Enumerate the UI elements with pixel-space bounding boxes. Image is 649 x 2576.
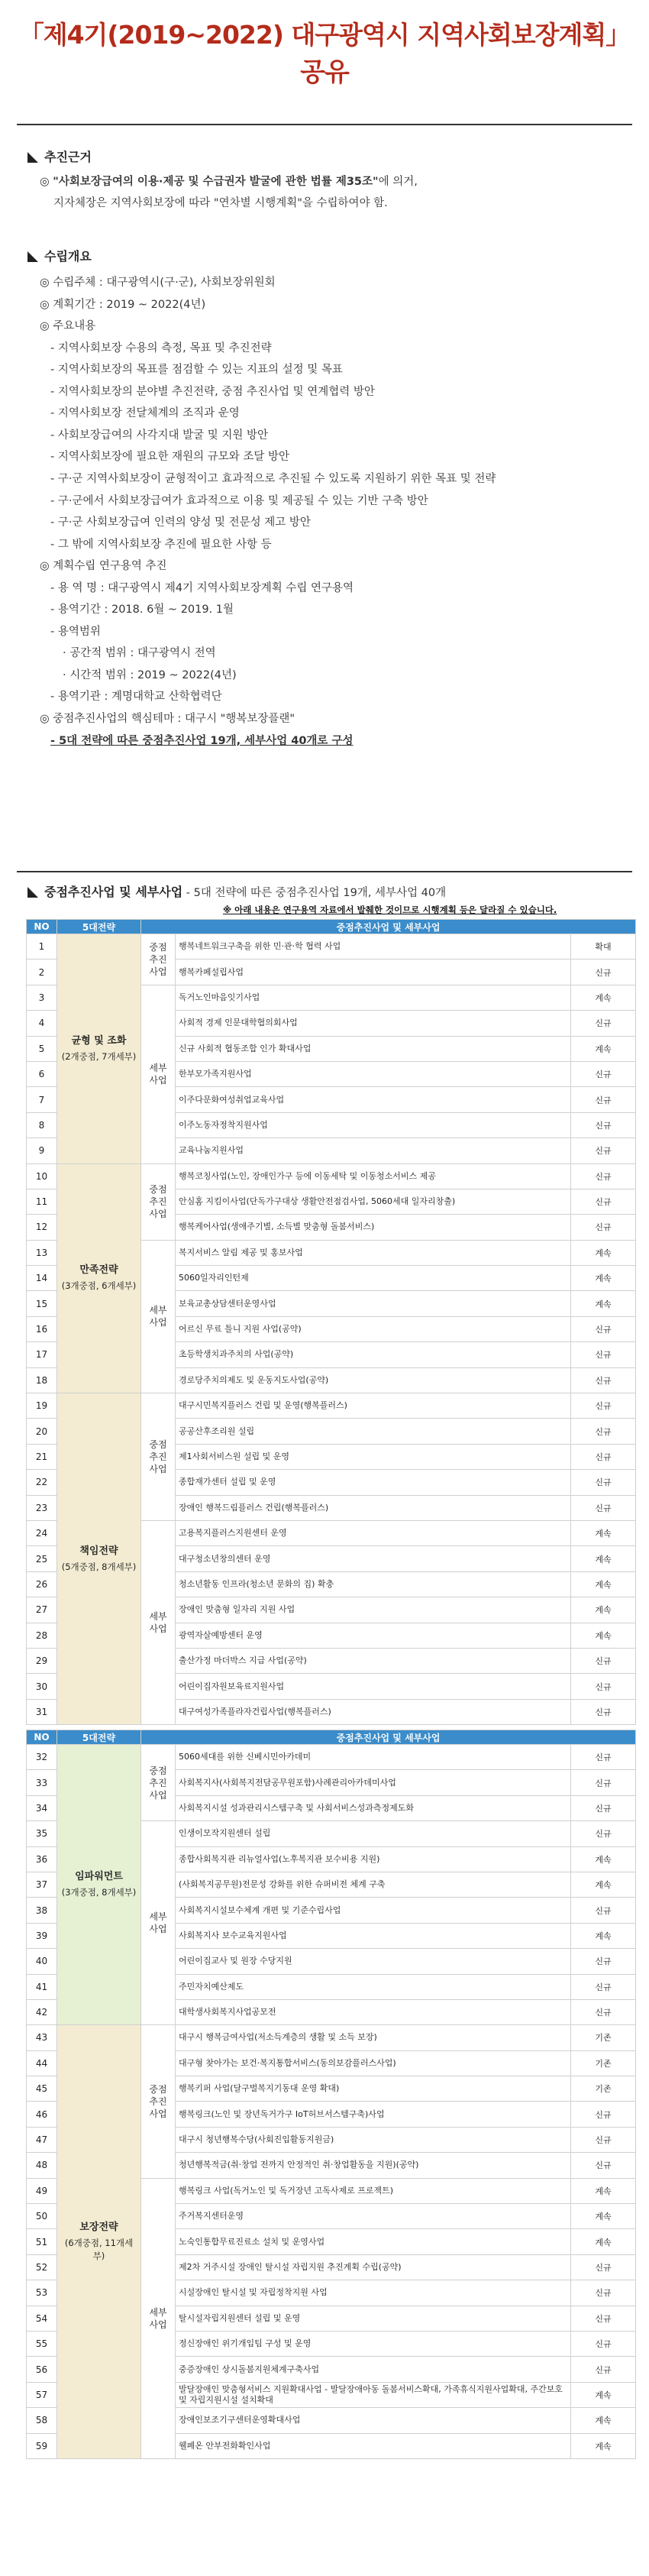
project-name: 복지서비스 알림 제공 및 홍보사업 bbox=[176, 1240, 571, 1265]
project-status: 신규 bbox=[571, 1999, 636, 2024]
project-name: 한부모가족지원사업 bbox=[176, 1061, 571, 1086]
project-status: 신규 bbox=[571, 1061, 636, 1086]
project-name: 초등학생치과주치의 사업(공약) bbox=[176, 1342, 571, 1367]
col-header-no: NO bbox=[27, 920, 57, 934]
overview-line: - 그 밖에 지역사회보장 추진에 필요한 사항 등 bbox=[50, 538, 272, 551]
project-name: 독거노인마음잇기사업 bbox=[176, 985, 571, 1010]
project-name: 사회복지시설보수체계 개편 및 기준수립사업 bbox=[176, 1898, 571, 1923]
project-name: 보육교총상담센터운영사업 bbox=[176, 1291, 571, 1316]
project-name: 대학생사회복지사업공모전 bbox=[176, 1999, 571, 2024]
project-status: 신규 bbox=[571, 1898, 636, 1923]
project-status: 신규 bbox=[571, 1367, 636, 1393]
row-number: 13 bbox=[27, 1240, 57, 1265]
category-cell: 세부 사업 bbox=[141, 985, 176, 1163]
project-status: 신규 bbox=[571, 2153, 636, 2178]
project-name: 시설장애인 탈시설 및 자립정착지원 사업 bbox=[176, 2280, 571, 2306]
project-status: 신규 bbox=[571, 1648, 636, 1673]
col-header-strategy: 5대전략 bbox=[57, 920, 141, 934]
row-number: 38 bbox=[27, 1898, 57, 1923]
project-name: 어린이집교사 및 원장 수당지원 bbox=[176, 1949, 571, 1974]
project-status: 신규 bbox=[571, 1674, 636, 1699]
overview-line: · 공간적 범위 : 대구광역시 전역 bbox=[63, 647, 216, 660]
strategy-cell bbox=[57, 934, 141, 1164]
square-bullet-icon bbox=[27, 887, 38, 898]
row-number: 10 bbox=[27, 1163, 57, 1189]
section-basis bbox=[27, 149, 634, 209]
projects-table-2 bbox=[26, 1730, 636, 2459]
row-number: 56 bbox=[27, 2357, 57, 2382]
col-header-strategy: 5대전략 bbox=[57, 1730, 141, 1745]
project-name: 대구청소년창의센터 운영 bbox=[176, 1546, 571, 1571]
row-number: 53 bbox=[27, 2280, 57, 2306]
project-name: 행복네트워크구축을 위한 민·관·학 협력 사업 bbox=[176, 934, 571, 960]
project-status: 계속 bbox=[571, 1240, 636, 1265]
row-number: 16 bbox=[27, 1316, 57, 1341]
row-number: 28 bbox=[27, 1623, 57, 1648]
project-status: 계속 bbox=[571, 985, 636, 1010]
row-number: 6 bbox=[27, 1061, 57, 1086]
strategy-count: (5개중점, 8개세부) bbox=[61, 1561, 137, 1572]
table-header-row bbox=[27, 920, 636, 934]
row-number: 7 bbox=[27, 1087, 57, 1112]
row-number: 41 bbox=[27, 1974, 57, 1999]
project-status: 신규 bbox=[571, 1393, 636, 1419]
row-number: 37 bbox=[27, 1872, 57, 1897]
project-status: 신규 bbox=[571, 1189, 636, 1214]
overview-line: - 용 역 명 : 대구광역시 제4기 지역사회보장계획 수립 연구용역 bbox=[50, 581, 354, 594]
project-status: 기존 bbox=[571, 2050, 636, 2076]
category-cell: 중점 추진 사업 bbox=[141, 2025, 176, 2178]
table-header-row bbox=[27, 1730, 636, 1745]
category-cell: 세부 사업 bbox=[141, 1821, 176, 2025]
project-name: 청년행복적금(취·창업 전까지 안정적인 취·창업활동을 지원)(공약) bbox=[176, 2153, 571, 2178]
project-status: 신규 bbox=[571, 1215, 636, 1240]
overview-line: - 지역사회보장의 목표를 점검할 수 있는 지표의 설정 및 목표 bbox=[50, 364, 343, 377]
strategy-cell bbox=[57, 1393, 141, 1725]
row-number: 43 bbox=[27, 2025, 57, 2050]
row-number: 18 bbox=[27, 1367, 57, 1393]
project-status: 계속 bbox=[571, 2204, 636, 2229]
project-name: 제1사회서비스원 설립 및 운영 bbox=[176, 1444, 571, 1469]
project-name: 주민자치예산제도 bbox=[176, 1974, 571, 1999]
strategy-name: 균형 및 조화 bbox=[71, 1034, 127, 1047]
overview-line: ◎ 주요내용 bbox=[40, 320, 96, 333]
category-cell: 세부 사업 bbox=[141, 2178, 176, 2458]
project-status: 신규 bbox=[571, 1795, 636, 1820]
strategy-cell bbox=[57, 1163, 141, 1393]
row-number: 45 bbox=[27, 2076, 57, 2102]
project-status: 신규 bbox=[571, 2331, 636, 2356]
project-status: 계속 bbox=[571, 1923, 636, 1948]
row-number: 22 bbox=[27, 1470, 57, 1495]
project-name: 탈시설자립지원센터 설립 및 운영 bbox=[176, 2306, 571, 2331]
project-status: 계속 bbox=[571, 2408, 636, 2433]
project-status: 신규 bbox=[571, 1112, 636, 1138]
strategy-count: (3개중점, 6개세부) bbox=[61, 1280, 137, 1292]
project-status: 신규 bbox=[571, 1419, 636, 1444]
overview-line: - 구·군에서 사회보장급여가 효과적으로 이용 및 제공될 수 있는 기반 구축 방안 bbox=[50, 494, 428, 507]
project-status: 신규 bbox=[571, 2254, 636, 2280]
projects-note: ※ 아래 내용은 연구용역 자료에서 발췌한 것이므로 시행계획 등은 달라질 수 있습니다. bbox=[223, 905, 557, 915]
table-row bbox=[27, 934, 636, 960]
project-name: 안심홈 지킴이사업(단독가구대상 생활안전점검사업, 5060세대 일자리창출) bbox=[176, 1189, 571, 1214]
project-status: 신규 bbox=[571, 1163, 636, 1189]
project-name: 사회복지사 보수교육지원사업 bbox=[176, 1923, 571, 1948]
project-status: 신규 bbox=[571, 1821, 636, 1846]
table-row bbox=[27, 2025, 636, 2050]
row-number: 58 bbox=[27, 2408, 57, 2433]
row-number: 50 bbox=[27, 2204, 57, 2229]
project-status: 계속 bbox=[571, 1872, 636, 1897]
project-name: 5060세대를 위한 신베시민아카데미 bbox=[176, 1745, 571, 1770]
table-row bbox=[27, 1393, 636, 1419]
project-name: 어린이집자원보육료지원사업 bbox=[176, 1674, 571, 1699]
strategy-count: (2개중점, 7개세부) bbox=[61, 1050, 137, 1062]
project-name: 어르신 무료 틀니 지원 사업(공약) bbox=[176, 1316, 571, 1341]
project-status: 계속 bbox=[571, 2382, 636, 2407]
basis-heading bbox=[27, 149, 634, 166]
row-number: 20 bbox=[27, 1419, 57, 1444]
project-name: 사회적 경제 인문대학협의회사업 bbox=[176, 1011, 571, 1036]
overview-line: - 용역기관 : 계명대학교 산학협력단 bbox=[50, 691, 222, 704]
strategy-name: 임파워먼트 bbox=[75, 1871, 123, 1883]
project-status: 계속 bbox=[571, 1546, 636, 1571]
row-number: 35 bbox=[27, 1821, 57, 1846]
table-row bbox=[27, 1163, 636, 1189]
category-cell: 세부 사업 bbox=[141, 1520, 176, 1724]
project-status: 신규 bbox=[571, 1138, 636, 1163]
square-bullet-icon bbox=[27, 152, 38, 163]
overview-summary: - 5대 전략에 따른 중점추진사업 19개, 세부사업 40개로 구성 bbox=[50, 734, 354, 747]
project-status: 계속 bbox=[571, 2433, 636, 2458]
strategy-name: 책임전략 bbox=[79, 1545, 118, 1557]
col-header-project: 중점추진사업 및 세부사업 bbox=[141, 920, 636, 934]
project-status: 계속 bbox=[571, 1291, 636, 1316]
project-name: 중증장애인 상시돌봄지원체계구축사업 bbox=[176, 2357, 571, 2382]
project-name: 공공산후조리원 설립 bbox=[176, 1419, 571, 1444]
project-name: 인생이모작지원센터 설립 bbox=[176, 1821, 571, 1846]
table-row bbox=[27, 1745, 636, 1770]
project-status: 기존 bbox=[571, 2025, 636, 2050]
overview-line: - 지역사회보장의 분야별 추진전략, 중점 추진사업 및 연계협력 방안 bbox=[50, 385, 375, 398]
projects-heading-text: 중점추진사업 및 세부사업 bbox=[44, 885, 183, 899]
overview-line: - 사회보장급여의 사각지대 발굴 및 지원 방안 bbox=[50, 429, 269, 442]
project-name: 행복링크 사업(독거노인 및 독거장년 고독사제로 프로젝트) bbox=[176, 2178, 571, 2203]
project-status: 계속 bbox=[571, 1036, 636, 1061]
projects-heading bbox=[27, 884, 446, 901]
row-number: 54 bbox=[27, 2306, 57, 2331]
section-overview bbox=[27, 248, 634, 747]
project-name: 대구형 찾아가는 보건·복지통합서비스(동의보감플러스사업) bbox=[176, 2050, 571, 2076]
row-number: 42 bbox=[27, 1999, 57, 2024]
projects-table-1 bbox=[26, 919, 636, 1725]
project-status: 신규 bbox=[571, 1470, 636, 1495]
project-status: 신규 bbox=[571, 1974, 636, 1999]
project-status: 신규 bbox=[571, 1949, 636, 1974]
project-status: 신규 bbox=[571, 2127, 636, 2152]
row-number: 33 bbox=[27, 1770, 57, 1795]
project-status: 계속 bbox=[571, 1266, 636, 1291]
project-status: 신규 bbox=[571, 1087, 636, 1112]
project-name: 경로당주치의제도 및 운동지도사업(공약) bbox=[176, 1367, 571, 1393]
project-name: 고용복지플러스지원센터 운영 bbox=[176, 1520, 571, 1545]
row-number: 24 bbox=[27, 1520, 57, 1545]
project-status: 신규 bbox=[571, 2102, 636, 2127]
project-name: 제2차 거주시설 장애인 탈시설 자립지원 추진계획 수립(공약) bbox=[176, 2254, 571, 2280]
title-line-2: 공유 bbox=[300, 57, 349, 88]
project-status: 신규 bbox=[571, 1495, 636, 1520]
row-number: 57 bbox=[27, 2382, 57, 2407]
strategy-name: 만족전략 bbox=[79, 1264, 118, 1277]
row-number: 51 bbox=[27, 2229, 57, 2254]
project-name: 청소년활동 인프라(청소년 문화의 집) 확충 bbox=[176, 1571, 571, 1597]
overview-line: · 시간적 범위 : 2019 ~ 2022(4년) bbox=[63, 668, 237, 681]
project-status: 신규 bbox=[571, 1316, 636, 1341]
row-number: 3 bbox=[27, 985, 57, 1010]
row-number: 5 bbox=[27, 1036, 57, 1061]
row-number: 27 bbox=[27, 1597, 57, 1623]
project-name: 신규 사회적 협동조합 인가 확대사업 bbox=[176, 1036, 571, 1061]
strategy-name: 보장전략 bbox=[79, 2222, 118, 2234]
project-name: 장애인보조기구센터운영확대사업 bbox=[176, 2408, 571, 2433]
row-number: 36 bbox=[27, 1846, 57, 1872]
col-header-no: NO bbox=[27, 1730, 57, 1745]
project-status: 계속 bbox=[571, 1520, 636, 1545]
project-status: 신규 bbox=[571, 960, 636, 985]
project-status: 확대 bbox=[571, 934, 636, 960]
project-status: 계속 bbox=[571, 1623, 636, 1648]
row-number: 11 bbox=[27, 1189, 57, 1214]
project-name: 주거복지센터운영 bbox=[176, 2204, 571, 2229]
project-name: 대구시 청년행복수당(사회진입활동지원금) bbox=[176, 2127, 571, 2152]
project-name: (사회복지공무원)전문성 강화를 위한 슈퍼비전 체계 구축 bbox=[176, 1872, 571, 1897]
strategy-count: (3개중점, 8개세부) bbox=[61, 1887, 137, 1898]
row-number: 19 bbox=[27, 1393, 57, 1419]
row-number: 21 bbox=[27, 1444, 57, 1469]
row-number: 39 bbox=[27, 1923, 57, 1948]
category-cell: 중점 추진 사업 bbox=[141, 1163, 176, 1240]
overview-heading-text: 수립개요 bbox=[44, 249, 92, 264]
project-name: 이주다문화여성취업교육사업 bbox=[176, 1087, 571, 1112]
project-name: 행복케어사업(생애주기별, 소득별 맞춤형 돌봄서비스) bbox=[176, 1215, 571, 1240]
project-status: 신규 bbox=[571, 1699, 636, 1724]
project-status: 신규 bbox=[571, 1011, 636, 1036]
row-number: 14 bbox=[27, 1266, 57, 1291]
row-number: 46 bbox=[27, 2102, 57, 2127]
project-name: 정신장애인 위기개입팀 구성 및 운영 bbox=[176, 2331, 571, 2356]
project-name: 교육나눔지원사업 bbox=[176, 1138, 571, 1163]
projects-subheading: - 5대 전략에 따른 중점추진사업 19개, 세부사업 40개 bbox=[182, 887, 447, 899]
overview-line: - 구·군 지역사회보장이 균형적이고 효과적으로 추진될 수 있도록 지원하기 위한 목표 및 전략 bbox=[50, 472, 496, 485]
category-cell: 중점 추진 사업 bbox=[141, 1393, 176, 1521]
row-number: 55 bbox=[27, 2331, 57, 2356]
row-number: 1 bbox=[27, 934, 57, 960]
overview-heading bbox=[27, 248, 634, 265]
category-cell: 중점 추진 사업 bbox=[141, 934, 176, 985]
project-name: 출산가정 마더박스 지급 사업(공약) bbox=[176, 1648, 571, 1673]
project-status: 신규 bbox=[571, 1745, 636, 1770]
row-number: 47 bbox=[27, 2127, 57, 2152]
project-name: 사회복지사(사회복지전담공무원포함)사례관리아카데미사업 bbox=[176, 1770, 571, 1795]
project-status: 신규 bbox=[571, 2357, 636, 2382]
project-status: 계속 bbox=[571, 1571, 636, 1597]
project-name: 장애인 행복드림플러스 건립(행복플러스) bbox=[176, 1495, 571, 1520]
row-number: 34 bbox=[27, 1795, 57, 1820]
row-number: 9 bbox=[27, 1138, 57, 1163]
row-number: 30 bbox=[27, 1674, 57, 1699]
col-header-project: 중점추진사업 및 세부사업 bbox=[141, 1730, 636, 1745]
overview-line: - 지역사회보장 전달체계의 조직과 운영 bbox=[50, 407, 240, 420]
row-number: 23 bbox=[27, 1495, 57, 1520]
project-status: 신규 bbox=[571, 2280, 636, 2306]
project-name: 5060일자리인턴제 bbox=[176, 1266, 571, 1291]
project-name: 발달장애인 맞춤형서비스 지원확대사업 - 발달장애아동 돌봄서비스확대, 가족휴식지원사업확대, 주간보호 및 자립지원시설 설치확대 bbox=[176, 2382, 571, 2407]
project-name: 종합재가센터 설립 및 운영 bbox=[176, 1470, 571, 1495]
basis-line-1: ◎ "사회보장급여의 이용·제공 및 수급권자 발굴에 관한 법률 제35조"에 의거, bbox=[40, 176, 418, 188]
title-line-1: 「제4기(2019~2022) 대구광역시 지역사회보장계획」 bbox=[18, 20, 631, 50]
overview-line: - 지역사회보장 수용의 측정, 목표 및 추진전략 bbox=[50, 341, 272, 354]
strategy-count: (6개중점, 11개세부) bbox=[64, 2238, 134, 2262]
row-number: 17 bbox=[27, 1342, 57, 1367]
overview-line: ◎ 계획기간 : 2019 ~ 2022(4년) bbox=[40, 298, 206, 311]
project-name: 광역자살예방센터 운영 bbox=[176, 1623, 571, 1648]
row-number: 59 bbox=[27, 2433, 57, 2458]
row-number: 52 bbox=[27, 2254, 57, 2280]
overview-line: ◎ 수립주체 : 대구광역시(구·군), 사회보장위원회 bbox=[40, 277, 276, 289]
overview-line: - 구·군 사회보장급여 인력의 양성 및 전문성 제고 방안 bbox=[50, 516, 311, 529]
square-bullet-icon bbox=[27, 251, 38, 262]
project-status: 신규 bbox=[571, 2306, 636, 2331]
project-status: 신규 bbox=[571, 1342, 636, 1367]
strategy-cell bbox=[57, 2025, 141, 2459]
overview-line: ◎ 계획수립 연구용역 추진 bbox=[40, 560, 167, 573]
divider-top bbox=[17, 124, 632, 125]
row-number: 31 bbox=[27, 1699, 57, 1724]
category-cell: 세부 사업 bbox=[141, 1240, 176, 1393]
row-number: 40 bbox=[27, 1949, 57, 1974]
project-name: 대구여성가족플라자건립사업(행복플러스) bbox=[176, 1699, 571, 1724]
row-number: 2 bbox=[27, 960, 57, 985]
project-name: 이주노동자정착지원사업 bbox=[176, 1112, 571, 1138]
overview-line: - 용역범위 bbox=[50, 625, 101, 638]
basis-line-2: 지자체장은 지역사회보장에 따라 "연차별 시행계획"을 수립하여야 함. bbox=[53, 197, 388, 209]
page-title bbox=[0, 0, 649, 92]
project-name: 행복코칭사업(노인, 장애인가구 등에 이동세탁 및 이동청소서비스 제공 bbox=[176, 1163, 571, 1189]
row-number: 12 bbox=[27, 1215, 57, 1240]
project-status: 신규 bbox=[571, 1770, 636, 1795]
project-status: 계속 bbox=[571, 2178, 636, 2203]
basis-law-name: "사회보장급여의 이용·제공 및 수급권자 발굴에 관한 법률 제35조" bbox=[53, 176, 379, 188]
overview-line: - 용역기간 : 2018. 6월 ~ 2019. 1월 bbox=[50, 604, 234, 616]
project-status: 기존 bbox=[571, 2076, 636, 2102]
divider-middle bbox=[17, 871, 632, 872]
project-name: 장애인 맞춤형 일자리 지원 사업 bbox=[176, 1597, 571, 1623]
row-number: 26 bbox=[27, 1571, 57, 1597]
project-name: 행복링크(노인 및 장년독거가구 IoT허브서스템구축)사업 bbox=[176, 2102, 571, 2127]
category-cell: 중점 추진 사업 bbox=[141, 1745, 176, 1821]
project-name: 대구시민복지플러스 건립 및 운영(행복플러스) bbox=[176, 1393, 571, 1419]
row-number: 48 bbox=[27, 2153, 57, 2178]
overview-line: ◎ 중점추진사업의 핵심테마 : 대구시 "행복보장플랜" bbox=[40, 713, 295, 725]
row-number: 49 bbox=[27, 2178, 57, 2203]
project-status: 계속 bbox=[571, 2229, 636, 2254]
project-status: 계속 bbox=[571, 1846, 636, 1872]
project-name: 노숙인통합무료진료소 설치 및 운영사업 bbox=[176, 2229, 571, 2254]
project-status: 계속 bbox=[571, 1597, 636, 1623]
overview-line: - 지역사회보장에 필요한 재원의 규모와 조달 방안 bbox=[50, 451, 290, 464]
row-number: 25 bbox=[27, 1546, 57, 1571]
row-number: 4 bbox=[27, 1011, 57, 1036]
project-name: 행복카페설립사업 bbox=[176, 960, 571, 985]
project-name: 웰페온 안부전화확인사업 bbox=[176, 2433, 571, 2458]
row-number: 32 bbox=[27, 1745, 57, 1770]
row-number: 8 bbox=[27, 1112, 57, 1138]
project-name: 행복키퍼 사업(달구벌복지기동대 운영 확대) bbox=[176, 2076, 571, 2102]
strategy-cell bbox=[57, 1745, 141, 2025]
row-number: 29 bbox=[27, 1648, 57, 1673]
project-name: 사회복지시설 성과관리시스템구축 및 사회서비스성과측정제도화 bbox=[176, 1795, 571, 1820]
project-status: 신규 bbox=[571, 1444, 636, 1469]
project-name: 종합사회복지관 리뉴얼사업(노후복지관 보수비용 지원) bbox=[176, 1846, 571, 1872]
basis-heading-text: 추진근거 bbox=[44, 150, 92, 164]
project-name: 대구시 행복금여사업(저소득계층의 생활 및 소득 보장) bbox=[176, 2025, 571, 2050]
row-number: 15 bbox=[27, 1291, 57, 1316]
row-number: 44 bbox=[27, 2050, 57, 2076]
